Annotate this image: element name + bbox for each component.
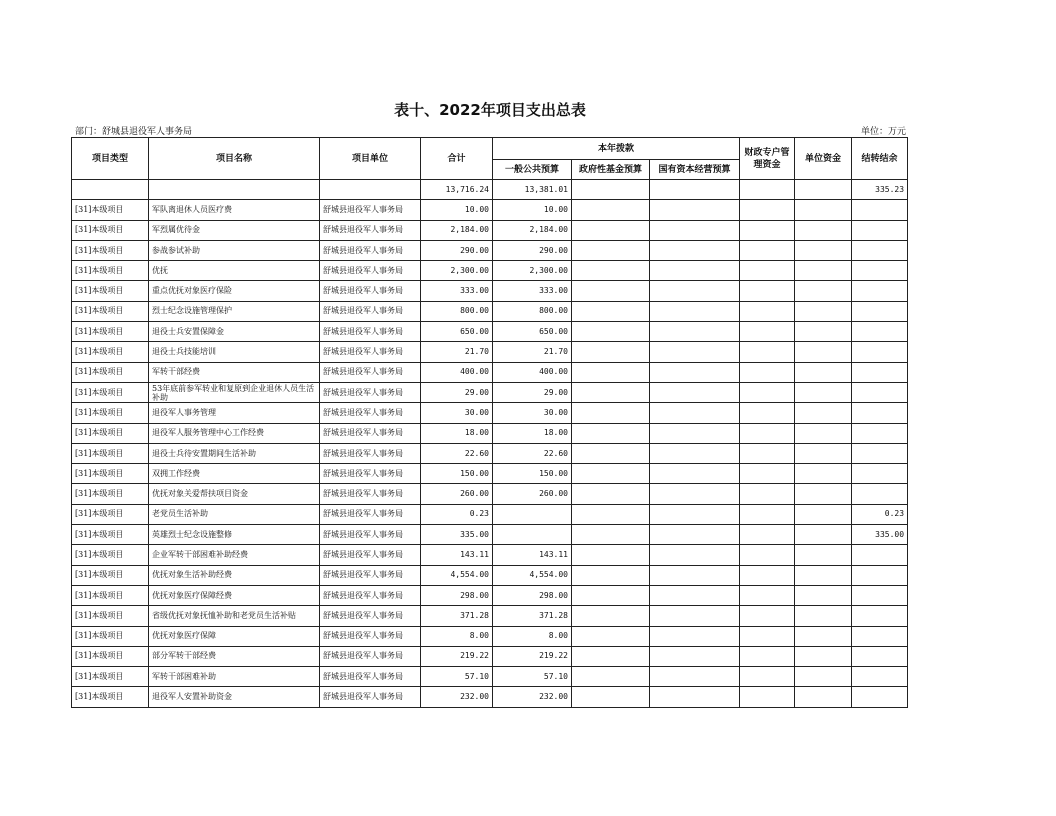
cell-type: [31]本级项目: [72, 626, 149, 646]
cell-general: 333.00: [493, 281, 572, 301]
cell-fund: [572, 484, 650, 504]
cell-special: [740, 342, 795, 362]
cell-org: 舒城县退役军人事务局: [320, 220, 421, 240]
cell-carryover: [852, 220, 908, 240]
cell-type: [31]本级项目: [72, 322, 149, 342]
cell-name: 优抚对象生活补助经费: [149, 565, 320, 585]
cell-org: 舒城县退役军人事务局: [320, 362, 421, 382]
cell-unit-funds: [795, 382, 852, 402]
cell-unit-funds: [795, 667, 852, 687]
cell-name: 重点优抚对象医疗保险: [149, 281, 320, 301]
cell-state-capital: [650, 322, 740, 342]
cell-carryover: [852, 301, 908, 321]
cell-carryover: [852, 626, 908, 646]
cell-total: 8.00: [421, 626, 493, 646]
cell-carryover: [852, 342, 908, 362]
cell-type: [31]本级项目: [72, 667, 149, 687]
cell-unit-funds: [795, 220, 852, 240]
cell-name: 退役士兵待安置期间生活补助: [149, 443, 320, 463]
cell-general: 2,184.00: [493, 220, 572, 240]
table-row: [72, 403, 908, 423]
cell-state-capital: [650, 301, 740, 321]
cell-carryover: [852, 484, 908, 504]
cell-org: 舒城县退役军人事务局: [320, 301, 421, 321]
cell-total: 335.00: [421, 525, 493, 545]
cell-unit-funds: [795, 423, 852, 443]
cell-org: 舒城县退役军人事务局: [320, 200, 421, 220]
cell-name: 省级优抚对象抚恤补助和老党员生活补贴: [149, 606, 320, 626]
project-expenditure-table: [71, 137, 908, 708]
cell-general: 2,300.00: [493, 261, 572, 281]
cell-name: 优抚对象医疗保障经费: [149, 585, 320, 605]
cell-type: [31]本级项目: [72, 403, 149, 423]
cell-org: 舒城县退役军人事务局: [320, 403, 421, 423]
table-row: [72, 464, 908, 484]
cell-type: [31]本级项目: [72, 525, 149, 545]
table-row: [72, 504, 908, 524]
cell-carryover: [852, 261, 908, 281]
cell-special: [740, 362, 795, 382]
cell-carryover: [852, 545, 908, 565]
cell-fund: [572, 565, 650, 585]
cell-carryover: [852, 565, 908, 585]
cell-state-capital: [650, 585, 740, 605]
page-title: 表十、2022年项目支出总表: [394, 101, 586, 119]
cell-general: 650.00: [493, 322, 572, 342]
cell-state-capital: [650, 220, 740, 240]
table-row: [72, 687, 908, 707]
header-org: 项目单位: [320, 138, 421, 180]
cell-fund: [572, 403, 650, 423]
cell-fund: [572, 301, 650, 321]
cell-type: [31]本级项目: [72, 382, 149, 402]
cell-type: [31]本级项目: [72, 545, 149, 565]
cell-unit-funds: [795, 322, 852, 342]
cell-carryover: [852, 200, 908, 220]
cell-unit-funds: [795, 504, 852, 524]
cell-name: 军队离退休人员医疗费: [149, 200, 320, 220]
cell-unit-funds: [795, 261, 852, 281]
unit-label: 单位：万元: [860, 127, 906, 137]
table-row: [72, 281, 908, 301]
table-row: [72, 646, 908, 666]
cell-special: [740, 484, 795, 504]
cell-special: [740, 565, 795, 585]
table-row: [72, 423, 908, 443]
cell-fund: [572, 606, 650, 626]
cell-unit-funds: [795, 525, 852, 545]
cell-name: 优抚对象关爱帮扶项目资金: [149, 484, 320, 504]
cell-type: [31]本级项目: [72, 484, 149, 504]
cell-name: 军烈属优待金: [149, 220, 320, 240]
cell-general: 4,554.00: [493, 565, 572, 585]
cell-type: [31]本级项目: [72, 301, 149, 321]
cell-state-capital: [650, 484, 740, 504]
cell-carryover: [852, 403, 908, 423]
cell-general: 57.10: [493, 667, 572, 687]
cell-fund: [572, 342, 650, 362]
cell-special: [740, 200, 795, 220]
cell-total: 371.28: [421, 606, 493, 626]
cell-special: [740, 443, 795, 463]
table-row: [72, 585, 908, 605]
cell-name: 军转干部困难补助: [149, 667, 320, 687]
table-row: [72, 606, 908, 626]
cell-org: 舒城县退役军人事务局: [320, 525, 421, 545]
cell-general: 800.00: [493, 301, 572, 321]
cell-name: 退役士兵技能培训: [149, 342, 320, 362]
cell-state-capital: [650, 667, 740, 687]
cell-state-capital: [650, 240, 740, 260]
cell-total: 2,300.00: [421, 261, 493, 281]
header-special: 财政专户管理资金: [740, 138, 795, 180]
cell-general: 8.00: [493, 626, 572, 646]
cell-fund: [572, 504, 650, 524]
cell-state-capital: [650, 545, 740, 565]
cell-unit-funds: [795, 240, 852, 260]
cell-state-capital: [650, 281, 740, 301]
cell-unit-funds: [795, 403, 852, 423]
cell-org: 舒城县退役军人事务局: [320, 646, 421, 666]
cell-name: 英雄烈士纪念设施整修: [149, 525, 320, 545]
cell-general: 219.22: [493, 646, 572, 666]
cell-special: [740, 261, 795, 281]
cell-name: 烈士纪念设施管理保护: [149, 301, 320, 321]
cell-type: [31]本级项目: [72, 261, 149, 281]
cell-state-capital: [650, 423, 740, 443]
cell-type: [31]本级项目: [72, 646, 149, 666]
cell-fund: [572, 687, 650, 707]
cell-general: 260.00: [493, 484, 572, 504]
cell-org: 舒城县退役军人事务局: [320, 423, 421, 443]
cell-org: 舒城县退役军人事务局: [320, 585, 421, 605]
cell-org: 舒城县退役军人事务局: [320, 667, 421, 687]
header-state-capital: 国有资本经营预算: [650, 160, 740, 180]
cell-carryover: [852, 606, 908, 626]
cell-name: 老党员生活补助: [149, 504, 320, 524]
cell-total: 0.23: [421, 504, 493, 524]
cell-org: 舒城县退役军人事务局: [320, 504, 421, 524]
cell-general: [493, 525, 572, 545]
table-row: [72, 484, 908, 504]
cell-unit-funds: [795, 342, 852, 362]
cell-name: 双拥工作经费: [149, 464, 320, 484]
cell-total: 10.00: [421, 200, 493, 220]
cell-type: [31]本级项目: [72, 362, 149, 382]
cell-unit-funds: [795, 484, 852, 504]
cell-special: [740, 687, 795, 707]
cell-special: [740, 585, 795, 605]
cell-type: [31]本级项目: [72, 565, 149, 585]
totals-row: [72, 180, 908, 200]
table-row: [72, 220, 908, 240]
cell-org: 舒城县退役军人事务局: [320, 240, 421, 260]
cell-org: 舒城县退役军人事务局: [320, 342, 421, 362]
cell-fund: [572, 545, 650, 565]
table-row: [72, 322, 908, 342]
cell-unit-funds: [795, 646, 852, 666]
cell-total: 150.00: [421, 464, 493, 484]
cell-special: [740, 667, 795, 687]
totals-total: 13,716.24: [421, 180, 493, 200]
cell-type: [31]本级项目: [72, 585, 149, 605]
cell-general: 371.28: [493, 606, 572, 626]
cell-general: [493, 504, 572, 524]
cell-type: [31]本级项目: [72, 443, 149, 463]
cell-total: 260.00: [421, 484, 493, 504]
cell-general: 400.00: [493, 362, 572, 382]
cell-carryover: [852, 240, 908, 260]
cell-total: 30.00: [421, 403, 493, 423]
cell-name: 企业军转干部困难补助经费: [149, 545, 320, 565]
cell-carryover: [852, 646, 908, 666]
cell-org: 舒城县退役军人事务局: [320, 626, 421, 646]
cell-name: 退役军人事务管理: [149, 403, 320, 423]
cell-name: 退役军人安置补助资金: [149, 687, 320, 707]
cell-fund: [572, 464, 650, 484]
table-row: [72, 667, 908, 687]
cell-general: 290.00: [493, 240, 572, 260]
cell-type: [31]本级项目: [72, 687, 149, 707]
cell-state-capital: [650, 606, 740, 626]
table-row: [72, 626, 908, 646]
cell-special: [740, 464, 795, 484]
cell-carryover: [852, 464, 908, 484]
table-row: [72, 342, 908, 362]
cell-name: 军转干部经费: [149, 362, 320, 382]
cell-general: 150.00: [493, 464, 572, 484]
cell-total: 21.70: [421, 342, 493, 362]
cell-special: [740, 301, 795, 321]
cell-special: [740, 240, 795, 260]
cell-total: 333.00: [421, 281, 493, 301]
table-row: [72, 240, 908, 260]
cell-special: [740, 382, 795, 402]
cell-name: 退役士兵安置保障金: [149, 322, 320, 342]
cell-org: 舒城县退役军人事务局: [320, 322, 421, 342]
cell-carryover: [852, 443, 908, 463]
cell-general: 10.00: [493, 200, 572, 220]
cell-fund: [572, 667, 650, 687]
cell-unit-funds: [795, 565, 852, 585]
department-label: 部门：舒城县退役军人事务局: [75, 127, 193, 137]
cell-total: 143.11: [421, 545, 493, 565]
cell-unit-funds: [795, 362, 852, 382]
cell-total: 650.00: [421, 322, 493, 342]
cell-special: [740, 525, 795, 545]
cell-fund: [572, 240, 650, 260]
cell-carryover: 0.23: [852, 504, 908, 524]
cell-state-capital: [650, 443, 740, 463]
header-type: 项目类型: [72, 138, 149, 180]
cell-carryover: [852, 281, 908, 301]
cell-carryover: [852, 585, 908, 605]
table-row: [72, 545, 908, 565]
cell-general: 29.00: [493, 382, 572, 402]
cell-special: [740, 403, 795, 423]
cell-name: 参战参试补助: [149, 240, 320, 260]
cell-special: [740, 545, 795, 565]
cell-total: 290.00: [421, 240, 493, 260]
cell-state-capital: [650, 626, 740, 646]
cell-special: [740, 220, 795, 240]
cell-carryover: [852, 382, 908, 402]
cell-org: 舒城县退役军人事务局: [320, 464, 421, 484]
cell-state-capital: [650, 525, 740, 545]
cell-unit-funds: [795, 200, 852, 220]
cell-total: 232.00: [421, 687, 493, 707]
cell-state-capital: [650, 261, 740, 281]
cell-state-capital: [650, 200, 740, 220]
cell-fund: [572, 261, 650, 281]
totals-general: 13,381.01: [493, 180, 572, 200]
cell-special: [740, 626, 795, 646]
cell-state-capital: [650, 646, 740, 666]
cell-fund: [572, 423, 650, 443]
cell-org: 舒城县退役军人事务局: [320, 261, 421, 281]
table-row: [72, 301, 908, 321]
cell-org: 舒城县退役军人事务局: [320, 484, 421, 504]
cell-state-capital: [650, 342, 740, 362]
cell-fund: [572, 626, 650, 646]
cell-special: [740, 606, 795, 626]
cell-type: [31]本级项目: [72, 220, 149, 240]
cell-fund: [572, 443, 650, 463]
table-row: [72, 362, 908, 382]
header-fund: 政府性基金预算: [572, 160, 650, 180]
cell-general: 18.00: [493, 423, 572, 443]
cell-name: 53年底前参军转业和复原到企业退休人员生活补助: [149, 382, 320, 402]
cell-type: [31]本级项目: [72, 606, 149, 626]
cell-fund: [572, 362, 650, 382]
cell-type: [31]本级项目: [72, 200, 149, 220]
cell-state-capital: [650, 464, 740, 484]
cell-state-capital: [650, 382, 740, 402]
cell-total: 57.10: [421, 667, 493, 687]
cell-org: 舒城县退役军人事务局: [320, 565, 421, 585]
cell-special: [740, 322, 795, 342]
cell-unit-funds: [795, 626, 852, 646]
cell-total: 800.00: [421, 301, 493, 321]
cell-org: 舒城县退役军人事务局: [320, 545, 421, 565]
cell-total: 400.00: [421, 362, 493, 382]
table-row: [72, 200, 908, 220]
header-total: 合计: [421, 138, 493, 180]
cell-unit-funds: [795, 545, 852, 565]
cell-special: [740, 504, 795, 524]
cell-total: 219.22: [421, 646, 493, 666]
table-row: [72, 525, 908, 545]
cell-state-capital: [650, 565, 740, 585]
header-unit-funds: 单位资金: [795, 138, 852, 180]
cell-type: [31]本级项目: [72, 281, 149, 301]
cell-org: 舒城县退役军人事务局: [320, 443, 421, 463]
cell-fund: [572, 382, 650, 402]
cell-unit-funds: [795, 464, 852, 484]
table-row: [72, 565, 908, 585]
cell-org: 舒城县退役军人事务局: [320, 281, 421, 301]
cell-state-capital: [650, 504, 740, 524]
cell-unit-funds: [795, 585, 852, 605]
cell-special: [740, 281, 795, 301]
cell-carryover: [852, 362, 908, 382]
cell-fund: [572, 220, 650, 240]
cell-general: 298.00: [493, 585, 572, 605]
cell-total: 4,554.00: [421, 565, 493, 585]
cell-fund: [572, 281, 650, 301]
table-row: [72, 382, 908, 402]
cell-unit-funds: [795, 301, 852, 321]
totals-carryover: 335.23: [852, 180, 908, 200]
cell-unit-funds: [795, 687, 852, 707]
cell-name: 优抚: [149, 261, 320, 281]
cell-total: 29.00: [421, 382, 493, 402]
header-name: 项目名称: [149, 138, 320, 180]
cell-total: 2,184.00: [421, 220, 493, 240]
cell-general: 232.00: [493, 687, 572, 707]
cell-org: 舒城县退役军人事务局: [320, 382, 421, 402]
cell-general: 21.70: [493, 342, 572, 362]
cell-special: [740, 646, 795, 666]
cell-total: 22.60: [421, 443, 493, 463]
cell-name: 退役军人服务管理中心工作经费: [149, 423, 320, 443]
cell-type: [31]本级项目: [72, 504, 149, 524]
cell-name: 部分军转干部经费: [149, 646, 320, 666]
cell-carryover: [852, 423, 908, 443]
cell-general: 22.60: [493, 443, 572, 463]
cell-unit-funds: [795, 606, 852, 626]
cell-org: 舒城县退役军人事务局: [320, 687, 421, 707]
cell-name: 优抚对象医疗保障: [149, 626, 320, 646]
cell-carryover: [852, 667, 908, 687]
cell-type: [31]本级项目: [72, 240, 149, 260]
cell-fund: [572, 200, 650, 220]
cell-unit-funds: [795, 443, 852, 463]
cell-state-capital: [650, 362, 740, 382]
cell-fund: [572, 525, 650, 545]
cell-fund: [572, 322, 650, 342]
cell-type: [31]本级项目: [72, 464, 149, 484]
header-allocation: 本年拨款: [493, 138, 740, 160]
cell-carryover: 335.00: [852, 525, 908, 545]
cell-general: 30.00: [493, 403, 572, 423]
cell-org: 舒城县退役军人事务局: [320, 606, 421, 626]
cell-unit-funds: [795, 281, 852, 301]
header-carryover: 结转结余: [852, 138, 908, 180]
cell-total: 18.00: [421, 423, 493, 443]
cell-carryover: [852, 322, 908, 342]
cell-carryover: [852, 687, 908, 707]
cell-general: 143.11: [493, 545, 572, 565]
cell-type: [31]本级项目: [72, 423, 149, 443]
table-row: [72, 443, 908, 463]
table-row: [72, 261, 908, 281]
cell-total: 298.00: [421, 585, 493, 605]
cell-fund: [572, 585, 650, 605]
cell-special: [740, 423, 795, 443]
cell-type: [31]本级项目: [72, 342, 149, 362]
cell-state-capital: [650, 403, 740, 423]
cell-state-capital: [650, 687, 740, 707]
header-general: 一般公共预算: [493, 160, 572, 180]
cell-fund: [572, 646, 650, 666]
